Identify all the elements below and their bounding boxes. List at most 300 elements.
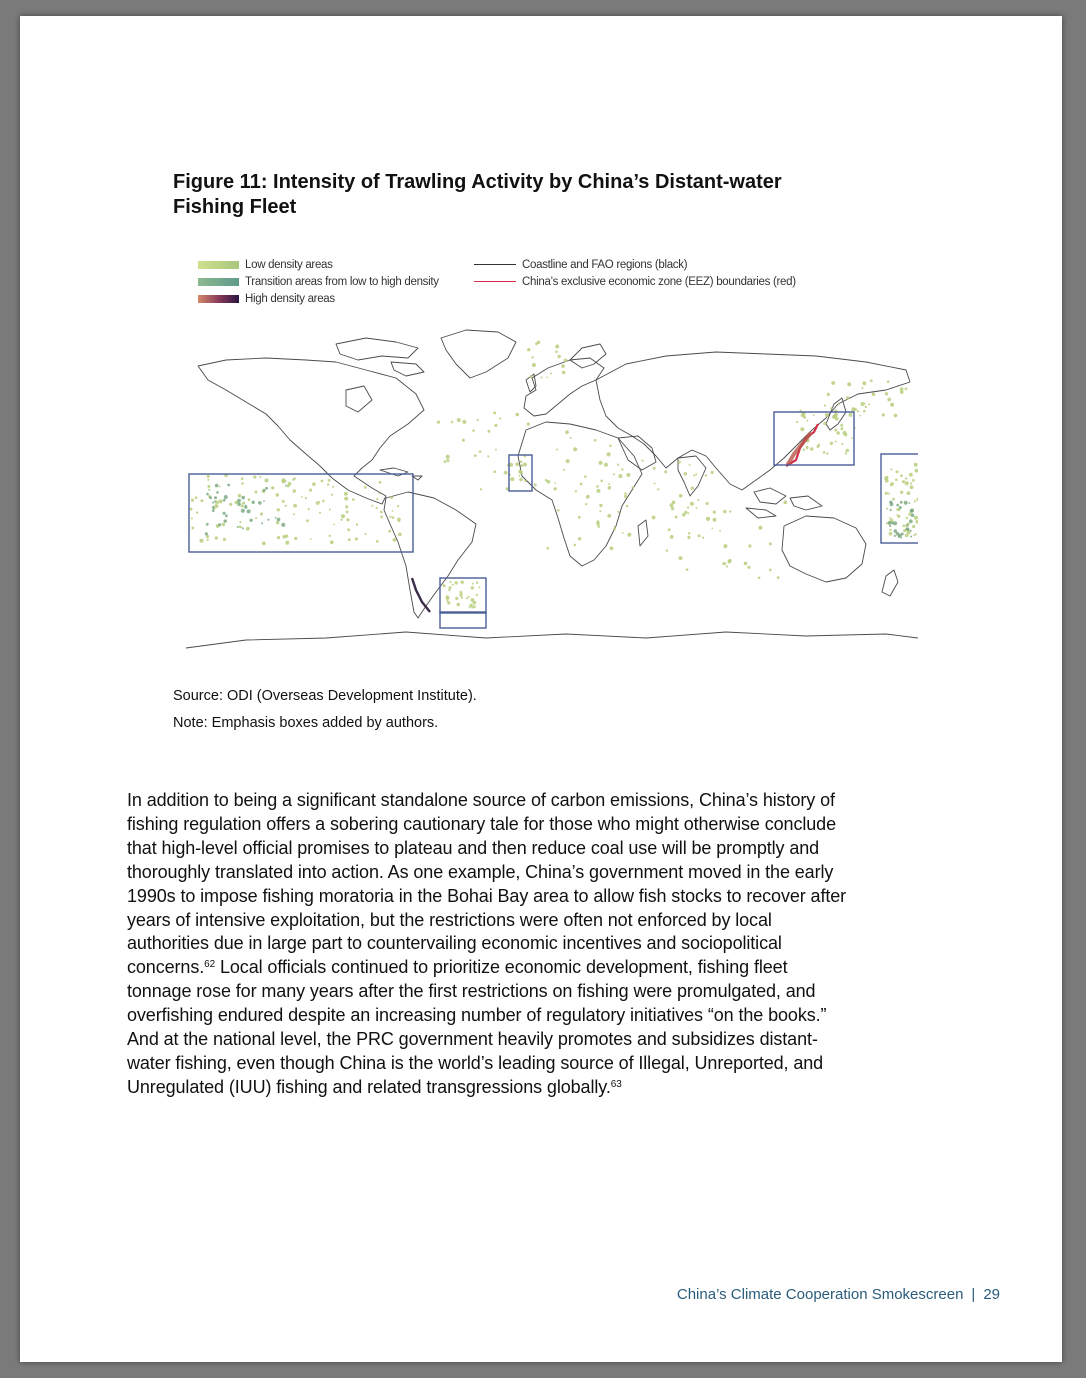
density-point bbox=[887, 380, 890, 383]
density-point bbox=[555, 345, 559, 349]
density-point bbox=[817, 445, 820, 448]
density-point bbox=[527, 423, 530, 426]
density-point bbox=[248, 498, 251, 501]
density-point bbox=[227, 484, 230, 487]
density-point bbox=[344, 492, 348, 496]
legend-label: High density areas bbox=[245, 292, 335, 305]
density-point bbox=[376, 498, 378, 500]
density-point bbox=[476, 594, 478, 596]
density-point bbox=[476, 582, 478, 584]
density-point bbox=[473, 601, 477, 605]
density-point bbox=[888, 493, 890, 495]
high-density-swatch bbox=[198, 295, 239, 303]
density-point bbox=[447, 601, 450, 604]
density-point bbox=[654, 483, 656, 485]
density-point bbox=[914, 500, 916, 502]
density-point bbox=[322, 500, 325, 503]
density-point bbox=[190, 508, 193, 511]
density-point bbox=[487, 430, 490, 433]
density-point bbox=[909, 473, 913, 477]
density-point bbox=[609, 445, 612, 448]
africa-outline bbox=[518, 422, 642, 566]
density-point bbox=[487, 455, 489, 457]
density-point bbox=[690, 502, 694, 506]
density-point bbox=[253, 476, 256, 479]
arctic-islands-outline bbox=[336, 338, 424, 376]
density-point bbox=[312, 482, 316, 486]
legend-low-density bbox=[198, 256, 439, 273]
density-point bbox=[390, 496, 393, 499]
density-point bbox=[515, 413, 519, 417]
australia-outline bbox=[782, 516, 866, 582]
density-point bbox=[244, 506, 247, 509]
density-point bbox=[607, 452, 611, 456]
density-point bbox=[823, 451, 826, 454]
legend-label: China’s exclusive economic zone (EEZ) boundaries (red) bbox=[522, 275, 796, 288]
density-point bbox=[532, 363, 536, 367]
density-point bbox=[896, 470, 899, 473]
density-point bbox=[449, 581, 451, 583]
footer-title: China’s Climate Cooperation Smokescreen bbox=[676, 1286, 964, 1303]
density-point bbox=[887, 521, 891, 525]
density-point bbox=[518, 470, 522, 474]
density-point bbox=[219, 486, 221, 488]
density-point bbox=[825, 413, 829, 417]
density-point bbox=[558, 355, 561, 358]
density-point bbox=[534, 483, 537, 486]
density-point bbox=[478, 586, 480, 588]
density-point bbox=[546, 377, 548, 379]
density-point bbox=[580, 483, 583, 486]
density-point bbox=[621, 468, 623, 470]
density-point bbox=[891, 521, 894, 524]
emphasis-box-patagonia bbox=[440, 612, 486, 628]
density-point bbox=[652, 516, 656, 520]
density-point bbox=[687, 512, 689, 514]
density-point bbox=[892, 498, 895, 501]
density-point bbox=[330, 540, 334, 544]
density-point bbox=[849, 413, 853, 417]
density-point bbox=[285, 505, 287, 507]
legend-label: Transition areas from low to high density bbox=[245, 275, 439, 288]
density-point bbox=[886, 476, 888, 478]
density-point bbox=[206, 493, 209, 496]
density-point bbox=[698, 534, 701, 537]
density-point bbox=[472, 583, 474, 585]
density-point bbox=[671, 507, 674, 510]
density-point bbox=[241, 496, 245, 500]
density-point bbox=[239, 521, 241, 523]
density-point bbox=[555, 351, 558, 354]
density-point bbox=[608, 486, 612, 490]
density-point bbox=[392, 516, 395, 519]
density-point bbox=[627, 533, 631, 537]
density-point bbox=[206, 523, 209, 526]
figure-note: Note: Emphasis boxes added by authors. bbox=[173, 715, 439, 731]
density-point bbox=[599, 504, 602, 507]
density-point bbox=[896, 504, 899, 507]
eez-line-swatch bbox=[474, 281, 516, 282]
density-point bbox=[214, 500, 216, 502]
density-point bbox=[626, 473, 630, 477]
density-point bbox=[748, 544, 751, 547]
density-point bbox=[769, 569, 772, 572]
density-point bbox=[697, 499, 699, 501]
density-point bbox=[242, 527, 244, 529]
density-point bbox=[599, 510, 601, 512]
density-point bbox=[885, 392, 888, 395]
density-point bbox=[546, 547, 549, 550]
density-point bbox=[910, 485, 914, 489]
arabia-outline bbox=[618, 436, 656, 470]
density-point bbox=[285, 541, 289, 545]
density-point bbox=[830, 442, 833, 445]
density-point bbox=[622, 532, 624, 534]
density-point bbox=[907, 481, 909, 483]
density-point bbox=[437, 421, 440, 424]
density-point bbox=[282, 535, 286, 539]
density-point bbox=[608, 483, 610, 485]
density-point bbox=[596, 485, 599, 488]
density-point bbox=[443, 584, 446, 587]
density-point bbox=[379, 481, 382, 484]
density-point bbox=[246, 527, 250, 531]
density-point bbox=[254, 491, 257, 494]
density-point bbox=[894, 529, 898, 533]
density-point bbox=[666, 549, 668, 551]
density-point bbox=[494, 424, 497, 427]
density-point bbox=[446, 599, 448, 601]
density-point bbox=[836, 431, 839, 434]
density-point bbox=[711, 528, 713, 530]
north-america-outline bbox=[198, 358, 424, 504]
density-point bbox=[675, 516, 678, 519]
density-point bbox=[618, 511, 620, 513]
density-point bbox=[277, 536, 280, 539]
density-point bbox=[389, 516, 391, 518]
density-point bbox=[474, 454, 477, 457]
footnote-ref-62[interactable]: 62 bbox=[204, 959, 216, 971]
density-point bbox=[545, 479, 548, 482]
density-point bbox=[281, 523, 285, 527]
coastlines bbox=[186, 330, 918, 648]
density-point bbox=[348, 538, 351, 541]
chile-coast-high-density bbox=[412, 578, 430, 612]
density-point bbox=[912, 525, 915, 528]
density-point bbox=[224, 495, 228, 499]
legend-eez bbox=[474, 273, 796, 290]
density-point bbox=[840, 427, 843, 430]
south-america-outline bbox=[384, 492, 476, 618]
density-point bbox=[531, 356, 533, 358]
density-point bbox=[800, 409, 802, 411]
density-point bbox=[678, 461, 681, 464]
density-point bbox=[207, 475, 210, 478]
india-outline bbox=[678, 456, 706, 496]
density-point bbox=[891, 519, 894, 522]
density-point bbox=[894, 535, 896, 537]
density-point bbox=[713, 518, 717, 522]
density-point bbox=[830, 407, 832, 409]
density-point bbox=[293, 513, 295, 515]
footnote-ref-63[interactable]: 63 bbox=[610, 1078, 622, 1090]
density-point bbox=[565, 430, 569, 434]
coastline-line-swatch bbox=[474, 264, 516, 265]
density-point bbox=[352, 498, 355, 501]
density-point bbox=[902, 525, 905, 528]
density-point bbox=[216, 491, 219, 494]
density-point bbox=[388, 530, 391, 533]
density-point bbox=[706, 517, 710, 521]
density-point bbox=[229, 503, 232, 506]
density-point bbox=[854, 408, 857, 411]
density-point bbox=[906, 528, 908, 530]
density-point bbox=[332, 486, 334, 488]
density-point bbox=[686, 568, 689, 571]
density-point bbox=[258, 501, 262, 505]
density-point bbox=[841, 443, 843, 445]
density-point bbox=[859, 415, 861, 417]
density-point bbox=[446, 459, 449, 462]
density-point bbox=[777, 576, 780, 579]
density-point bbox=[540, 377, 542, 379]
density-point bbox=[705, 474, 707, 476]
density-point bbox=[472, 429, 475, 432]
density-point bbox=[200, 499, 203, 502]
madagascar-outline bbox=[638, 520, 648, 546]
density-point bbox=[562, 371, 566, 375]
density-point bbox=[827, 393, 830, 396]
density-point bbox=[448, 589, 450, 591]
density-point bbox=[376, 540, 379, 543]
document-page bbox=[20, 16, 1062, 1362]
density-point bbox=[499, 418, 501, 420]
density-point bbox=[574, 544, 577, 547]
density-point bbox=[462, 420, 466, 424]
density-point bbox=[238, 494, 242, 498]
density-point bbox=[889, 525, 891, 527]
density-point bbox=[610, 547, 614, 551]
density-point bbox=[218, 523, 221, 526]
density-point bbox=[276, 521, 279, 524]
density-point bbox=[861, 387, 863, 389]
density-point bbox=[494, 470, 497, 473]
density-point bbox=[719, 530, 721, 532]
density-point bbox=[223, 499, 226, 502]
density-point bbox=[670, 503, 674, 507]
density-point bbox=[398, 533, 402, 537]
density-point bbox=[914, 463, 918, 467]
density-point bbox=[276, 493, 280, 497]
density-point bbox=[331, 494, 333, 496]
density-point bbox=[259, 476, 261, 478]
density-point bbox=[863, 410, 866, 413]
density-point bbox=[378, 493, 380, 495]
body-text-part-2: Local officials continued to prioritize economic development, fishing fleet tonnage rose for many years after the first restrictions on fishing were promulgated, and overfishing endured despite an increasing number of regulatory initiatives “on the books.” And at the national level, the PRC government heavily promotes and subsidizes distant-water fishing, even though China is the world’s leading source of Illegal, Unreported, and Unregulated (IUU) fishing and related transgressions globally. bbox=[127, 957, 827, 1097]
density-point bbox=[521, 464, 524, 467]
density-point bbox=[783, 501, 787, 505]
density-point bbox=[679, 494, 683, 498]
density-point bbox=[518, 475, 520, 477]
density-point bbox=[241, 482, 244, 485]
density-point bbox=[292, 478, 295, 481]
density-point bbox=[600, 480, 603, 483]
density-point bbox=[744, 562, 748, 566]
density-point bbox=[624, 495, 627, 498]
density-point bbox=[469, 607, 471, 609]
density-point bbox=[294, 537, 297, 540]
density-point bbox=[214, 496, 217, 499]
footer-separator: | bbox=[971, 1286, 976, 1303]
density-point bbox=[191, 499, 194, 502]
density-point bbox=[845, 452, 847, 454]
density-point bbox=[319, 512, 321, 514]
density-point bbox=[329, 508, 331, 510]
density-point bbox=[905, 387, 908, 390]
density-point bbox=[506, 487, 509, 490]
density-point bbox=[613, 528, 616, 531]
density-point bbox=[445, 596, 449, 600]
density-point bbox=[835, 441, 837, 443]
density-point bbox=[364, 533, 366, 535]
density-point bbox=[554, 482, 556, 484]
density-point bbox=[566, 459, 570, 463]
density-point bbox=[584, 475, 587, 478]
density-point bbox=[847, 382, 851, 386]
density-point bbox=[223, 538, 226, 541]
density-point bbox=[537, 341, 540, 344]
density-point bbox=[664, 470, 667, 473]
density-point bbox=[689, 464, 691, 466]
density-point bbox=[810, 447, 814, 451]
greenland-outline bbox=[441, 330, 516, 378]
density-point bbox=[392, 510, 394, 512]
density-point bbox=[910, 536, 912, 538]
density-point bbox=[195, 496, 198, 499]
density-point bbox=[556, 449, 558, 451]
density-point bbox=[271, 486, 274, 489]
density-point bbox=[840, 424, 843, 427]
density-point bbox=[333, 524, 335, 526]
density-point bbox=[890, 403, 894, 407]
density-point bbox=[329, 535, 331, 537]
density-point bbox=[310, 538, 312, 540]
density-point bbox=[722, 562, 725, 565]
density-point bbox=[900, 474, 903, 477]
density-point bbox=[914, 516, 918, 520]
body-paragraph bbox=[127, 789, 847, 1100]
density-point bbox=[191, 527, 194, 530]
density-point bbox=[598, 461, 602, 465]
density-point bbox=[902, 480, 905, 483]
density-point bbox=[262, 542, 266, 546]
density-point bbox=[653, 467, 656, 470]
density-point bbox=[347, 528, 350, 531]
density-point bbox=[446, 455, 450, 459]
density-point bbox=[520, 461, 523, 464]
density-point bbox=[905, 477, 907, 479]
density-point bbox=[219, 499, 223, 503]
density-point bbox=[473, 605, 476, 608]
density-point bbox=[831, 381, 835, 385]
density-point bbox=[824, 404, 826, 406]
density-point bbox=[585, 503, 587, 505]
density-point bbox=[800, 427, 804, 431]
density-point bbox=[900, 491, 903, 494]
density-point bbox=[614, 526, 616, 528]
density-point bbox=[728, 560, 732, 564]
density-point bbox=[687, 506, 689, 508]
density-point bbox=[557, 509, 560, 512]
density-point bbox=[207, 539, 209, 541]
density-point bbox=[340, 519, 342, 521]
legend-label: Low density areas bbox=[245, 258, 333, 271]
density-point bbox=[803, 449, 805, 451]
density-point bbox=[806, 446, 809, 449]
density-point bbox=[242, 502, 245, 505]
density-point bbox=[239, 526, 242, 529]
density-point bbox=[460, 591, 463, 594]
density-point bbox=[263, 500, 265, 502]
density-point bbox=[527, 348, 530, 351]
density-point bbox=[657, 488, 659, 490]
density-point bbox=[607, 514, 611, 518]
density-point bbox=[255, 517, 257, 519]
density-point bbox=[846, 396, 849, 399]
density-point bbox=[265, 487, 268, 490]
density-point bbox=[455, 597, 458, 600]
density-point bbox=[909, 519, 913, 523]
density-point bbox=[223, 512, 226, 515]
density-point bbox=[597, 489, 601, 493]
density-point bbox=[282, 500, 285, 503]
density-point bbox=[618, 474, 622, 478]
density-point bbox=[306, 519, 309, 522]
world-map bbox=[186, 320, 918, 664]
density-point bbox=[887, 398, 891, 402]
density-point bbox=[460, 581, 462, 583]
density-point bbox=[380, 511, 383, 514]
density-point bbox=[862, 381, 866, 385]
density-point bbox=[596, 522, 600, 526]
density-point bbox=[524, 480, 526, 482]
density-point bbox=[293, 489, 296, 492]
density-point bbox=[321, 480, 324, 483]
density-point bbox=[693, 475, 695, 477]
density-point bbox=[617, 464, 619, 466]
density-point bbox=[695, 473, 697, 475]
density-point bbox=[834, 413, 838, 417]
density-point bbox=[889, 529, 891, 531]
density-point bbox=[846, 449, 850, 453]
density-point bbox=[495, 449, 497, 451]
density-point bbox=[679, 556, 683, 560]
density-point bbox=[906, 524, 908, 526]
density-point bbox=[851, 437, 853, 439]
density-point bbox=[199, 539, 203, 543]
density-point bbox=[885, 479, 889, 483]
density-point bbox=[624, 492, 627, 495]
density-point bbox=[237, 502, 241, 506]
density-point bbox=[578, 537, 581, 540]
density-point bbox=[613, 473, 615, 475]
density-point bbox=[861, 402, 865, 406]
density-point bbox=[213, 509, 215, 511]
density-point bbox=[702, 537, 704, 539]
legend-coastline bbox=[474, 256, 796, 273]
low-density-swatch bbox=[198, 261, 239, 269]
density-point bbox=[208, 489, 210, 491]
